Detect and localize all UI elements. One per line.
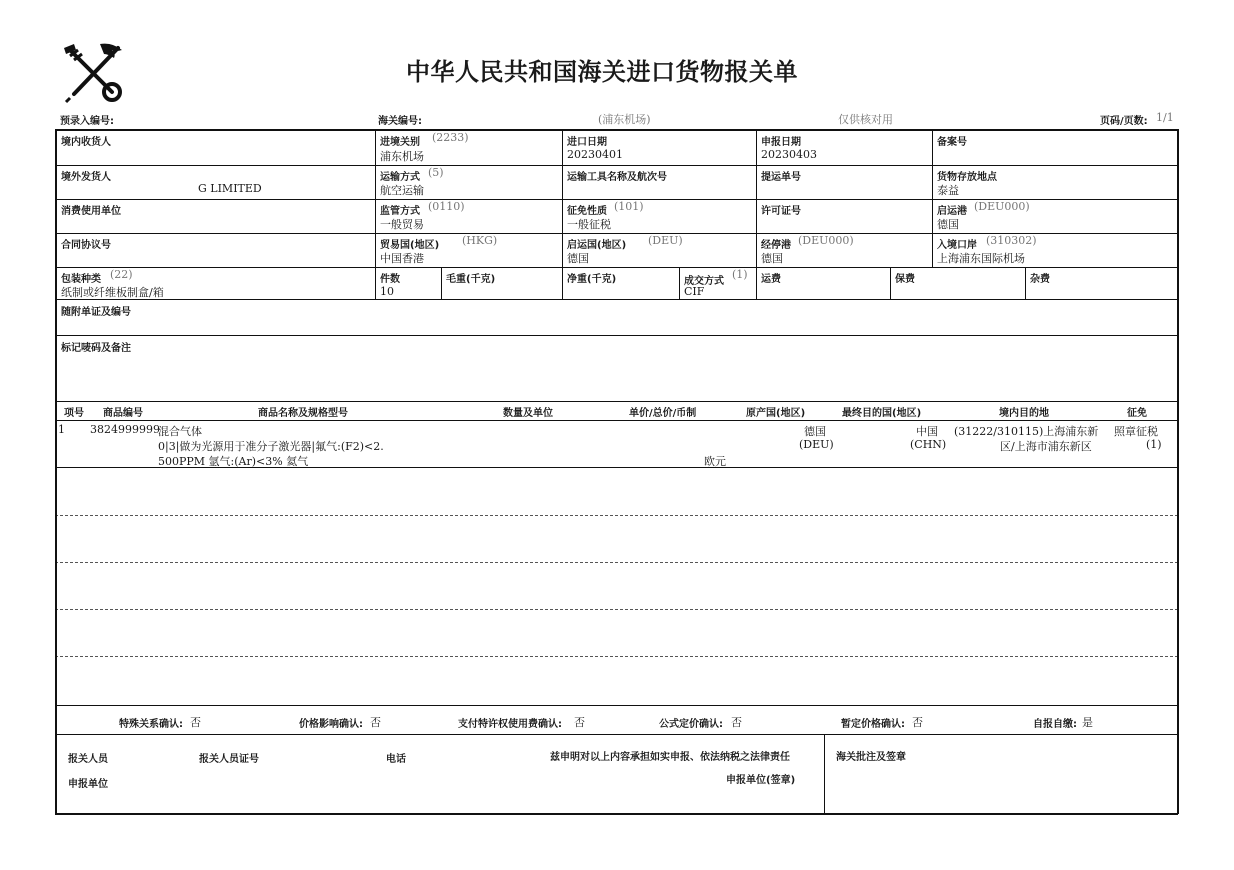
entry-customs-label: 进境关别: [380, 137, 420, 148]
goods-currency: 欧元: [704, 455, 726, 468]
trade-country-value: 中国香港: [380, 252, 424, 265]
dep-port-code: (DEU000): [974, 200, 1030, 213]
royalty-value: 否: [574, 716, 585, 729]
special-relation-label: 特殊关系确认:: [119, 719, 183, 730]
contract-label: 合同协议号: [61, 240, 111, 251]
deal-code: (1): [732, 268, 748, 281]
goods-header-no: 项号: [64, 408, 84, 419]
gross-weight-label: 毛重(千克): [446, 274, 496, 285]
pre-entry-no-label: 预录入编号:: [60, 116, 114, 127]
supervision-label: 监管方式: [380, 206, 420, 217]
declarant-cert-label: 报关人员证号: [199, 754, 259, 765]
document-title: 中华人民共和国海关进口货物报关单: [406, 58, 798, 86]
misc-fee-label: 杂费: [1030, 274, 1050, 285]
deal-value: CIF: [684, 285, 705, 298]
goods-dest: 中国: [916, 425, 938, 438]
goods-origin-code: (DEU): [799, 438, 834, 451]
consignee-label: 境内收货人: [61, 137, 111, 148]
package-value: 纸制或纤维板制盒/箱: [61, 286, 164, 299]
shipper-label: 境外发货人: [61, 172, 111, 183]
check-note: 仅供核对用: [838, 113, 893, 126]
record-no-label: 备案号: [937, 137, 967, 148]
package-code: (22): [110, 268, 133, 281]
self-tax-label: 自报自缴:: [1033, 719, 1077, 730]
tax-nature-label: 征免性质: [567, 206, 607, 217]
goods-exempt: 照章征税: [1114, 425, 1158, 438]
insurance-label: 保费: [895, 274, 915, 285]
transit-port-value: 德国: [761, 252, 783, 265]
declarant-label: 报关人员: [68, 754, 108, 765]
dep-port-value: 德国: [937, 218, 959, 231]
marks-label: 标记唛码及备注: [61, 343, 131, 354]
pieces-value: 10: [380, 285, 394, 298]
net-weight-label: 净重(千克): [567, 274, 617, 285]
goods-header-price: 单价/总价/币制: [629, 408, 697, 419]
entry-customs-code: (2233): [432, 131, 469, 144]
consumer-label: 消费使用单位: [61, 206, 121, 217]
customs-no-label: 海关编号:: [378, 116, 422, 127]
transport-mode-code: (5): [428, 166, 444, 179]
self-tax-value: 是: [1082, 716, 1093, 729]
goods-dest-code: (CHN): [910, 438, 947, 451]
price-impact-value: 否: [370, 716, 381, 729]
bill-label: 提运单号: [761, 172, 801, 183]
shipper-value: G LIMITED: [198, 182, 262, 195]
declare-unit-label: 申报单位: [68, 779, 108, 790]
goods-header-dest: 最终目的国(地区): [842, 408, 922, 419]
goods-header-name: 商品名称及规格型号: [258, 408, 348, 419]
goods-header-origin: 原产国(地区): [746, 408, 806, 419]
transport-mode-value: 航空运输: [380, 184, 424, 197]
provisional-price-label: 暂定价格确认:: [841, 719, 905, 730]
goods-header-domestic: 境内目的地: [999, 408, 1049, 419]
package-label: 包装种类: [61, 274, 101, 285]
special-relation-value: 否: [190, 716, 201, 729]
goods-code: 3824999999: [90, 423, 160, 436]
license-label: 许可证号: [761, 206, 801, 217]
dep-port-label: 启运港: [937, 206, 967, 217]
customs-sign-label: 海关批注及签章: [836, 752, 906, 763]
pieces-label: 件数: [380, 274, 400, 285]
supervision-value: 一般贸易: [380, 218, 424, 231]
goods-domestic-2: 区/上海市浦东新区: [1000, 440, 1092, 453]
storage-value: 泰益: [937, 184, 959, 197]
page-value: 1/1: [1156, 111, 1174, 124]
storage-label: 货物存放地点: [937, 172, 997, 183]
price-impact-label: 价格影响确认:: [299, 719, 363, 730]
goods-origin: 德国: [804, 425, 826, 438]
page-label: 页码/页数:: [1100, 116, 1148, 127]
goods-spec-2: 500PPM 氩气:(Ar)<3% 氦气: [158, 455, 309, 468]
deal-label: 成交方式: [684, 276, 724, 287]
goods-exempt-code: (1): [1146, 438, 1162, 451]
import-date-label: 进口日期: [567, 137, 607, 148]
phone-label: 电话: [386, 754, 406, 765]
goods-domestic-1: (31222/310115)上海浦东新: [954, 425, 1099, 438]
formula-price-label: 公式定价确认:: [659, 719, 723, 730]
trade-country-code: (HKG): [462, 234, 498, 247]
entry-port-value: 上海浦东国际机场: [937, 252, 1025, 265]
docs-label: 随附单证及编号: [61, 307, 131, 318]
transit-port-label: 经停港: [761, 240, 791, 251]
customs-emblem-icon: [60, 40, 128, 104]
origin-country-value: 德国: [567, 252, 589, 265]
declare-date-value: 20230403: [761, 148, 817, 161]
goods-no: 1: [58, 423, 65, 436]
import-date-value: 20230401: [567, 148, 623, 161]
transport-mode-label: 运输方式: [380, 172, 420, 183]
goods-header-exempt: 征免: [1127, 408, 1147, 419]
provisional-price-value: 否: [912, 716, 923, 729]
trade-country-label: 贸易国(地区): [380, 240, 440, 251]
tax-nature-code: (101): [614, 200, 644, 213]
origin-country-label: 启运国(地区): [567, 240, 627, 251]
freight-label: 运费: [761, 274, 781, 285]
tax-nature-value: 一般征税: [567, 218, 611, 231]
royalty-label: 支付特许权使用费确认:: [458, 719, 562, 730]
vehicle-label: 运输工具名称及航次号: [567, 172, 667, 183]
statement-text: 兹申明对以上内容承担如实申报、依法纳税之法律责任: [550, 752, 790, 763]
entry-port-label: 入境口岸: [937, 240, 977, 251]
transit-port-code: (DEU000): [798, 234, 854, 247]
entry-port-code: (310302): [986, 234, 1037, 247]
goods-spec-1: 0|3|做为光源用于准分子激光器|氟气:(F2)<2.: [158, 440, 384, 453]
origin-country-code: (DEU): [648, 234, 683, 247]
declare-unit-seal-label: 申报单位(签章): [726, 775, 796, 786]
supervision-code: (0110): [428, 200, 465, 213]
goods-header-code: 商品编号: [103, 408, 143, 419]
goods-header-qty: 数量及单位: [503, 408, 553, 419]
declare-date-label: 申报日期: [761, 137, 801, 148]
formula-price-value: 否: [731, 716, 742, 729]
port-note: (浦东机场): [598, 113, 651, 126]
goods-name: 混合气体: [158, 425, 202, 438]
entry-customs-value: 浦东机场: [380, 150, 424, 163]
